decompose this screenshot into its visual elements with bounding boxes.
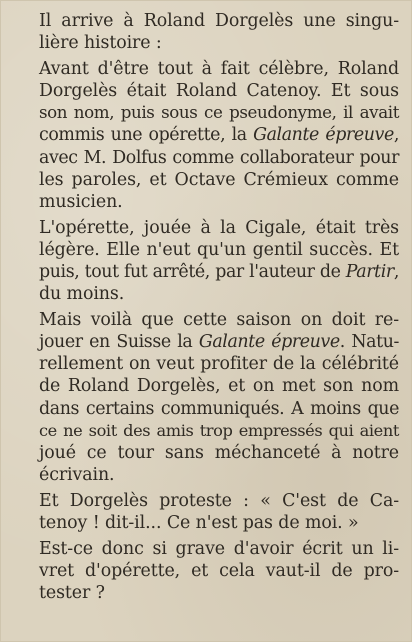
text-run: lière histoire : [39,33,162,54]
text-run: Il arrive à Roland Dorgelès une singu- [39,11,399,31]
text-line [21,538,399,560]
italic-title: Galante épreuve [253,125,394,146]
article-paragraph [21,10,399,54]
text-run: joué ce tour sans méchanceté à notre [39,443,399,464]
text-line [21,420,399,442]
text-line [21,58,399,80]
text-run: Et Dorgelès proteste : « C'est de Ca- [39,490,399,511]
text-run: dans certains communiqués. A moins que [39,398,399,419]
article-paragraph [21,490,399,534]
text-run: avec M. Dolfus comme collaborateur pour [39,147,399,168]
text-line [21,512,399,534]
text-line [21,217,399,239]
text-line [21,261,399,283]
text-run: jouer en Suisse la [39,332,199,353]
text-run: du moins. [39,284,125,305]
text-line [21,309,399,331]
text-line [21,283,399,305]
text-run: écrivain. [39,465,115,486]
text-line [21,191,399,213]
text-line [21,582,399,604]
text-run: rellement on veut profiter de la célébrité [39,354,399,375]
article-paragraph [21,217,399,306]
text-line [21,464,399,486]
text-run: , [393,262,399,283]
text-run: de Roland Dorgelès, et on met son nom [39,376,399,397]
text-run: légère. Elle n'eut qu'un gentil succès. Et [39,239,399,260]
text-line [21,239,399,261]
text-line [21,147,399,169]
text-run: puis, tout fut arrêté, par l'auteur de [39,262,346,283]
text-run: les paroles, et Octave Crémieux comme [39,169,399,190]
text-run: commis une opérette, la [39,125,254,146]
text-run: tester ? [39,583,105,604]
text-line [21,442,399,464]
text-line [21,490,399,512]
article-paragraph [21,58,399,213]
italic-title: Galante épreuve [198,332,340,353]
text-line [21,32,399,54]
text-line [21,169,399,191]
text-line [21,560,399,582]
text-run: ce ne soit des amis trop empressés qui aient [39,420,399,440]
article-paragraph [21,538,399,605]
text-run: , [393,125,400,146]
text-run: L'opérette, jouée à la Cigale, était très [39,217,399,238]
text-line [21,353,399,375]
text-line [21,80,399,102]
text-line [21,331,399,353]
text-line [21,102,399,124]
italic-title: Partir [345,262,394,283]
text-run: son nom, puis sous ce pseudonyme, il avait [39,103,399,123]
text-run: Avant d'être tout à fait célèbre, Roland [39,58,399,79]
article-body [21,10,399,608]
text-run: . Natu- [339,332,400,353]
text-run: musicien. [39,192,123,213]
text-line [21,124,399,146]
text-run: vret d'opérette, et cela vaut-il de pro- [39,560,399,581]
text-line [21,398,399,420]
text-run: Mais voilà que cette saison on doit re- [39,309,399,330]
text-line [21,10,399,32]
text-line [21,375,399,397]
text-run: Dorgelès était Roland Catenoy. Et sous [39,81,399,101]
text-run: Est-ce donc si grave d'avoir écrit un li- [39,538,399,559]
text-run: tenoy ! dit-il... Ce n'est pas de moi. » [39,513,359,534]
article-paragraph [21,309,399,487]
